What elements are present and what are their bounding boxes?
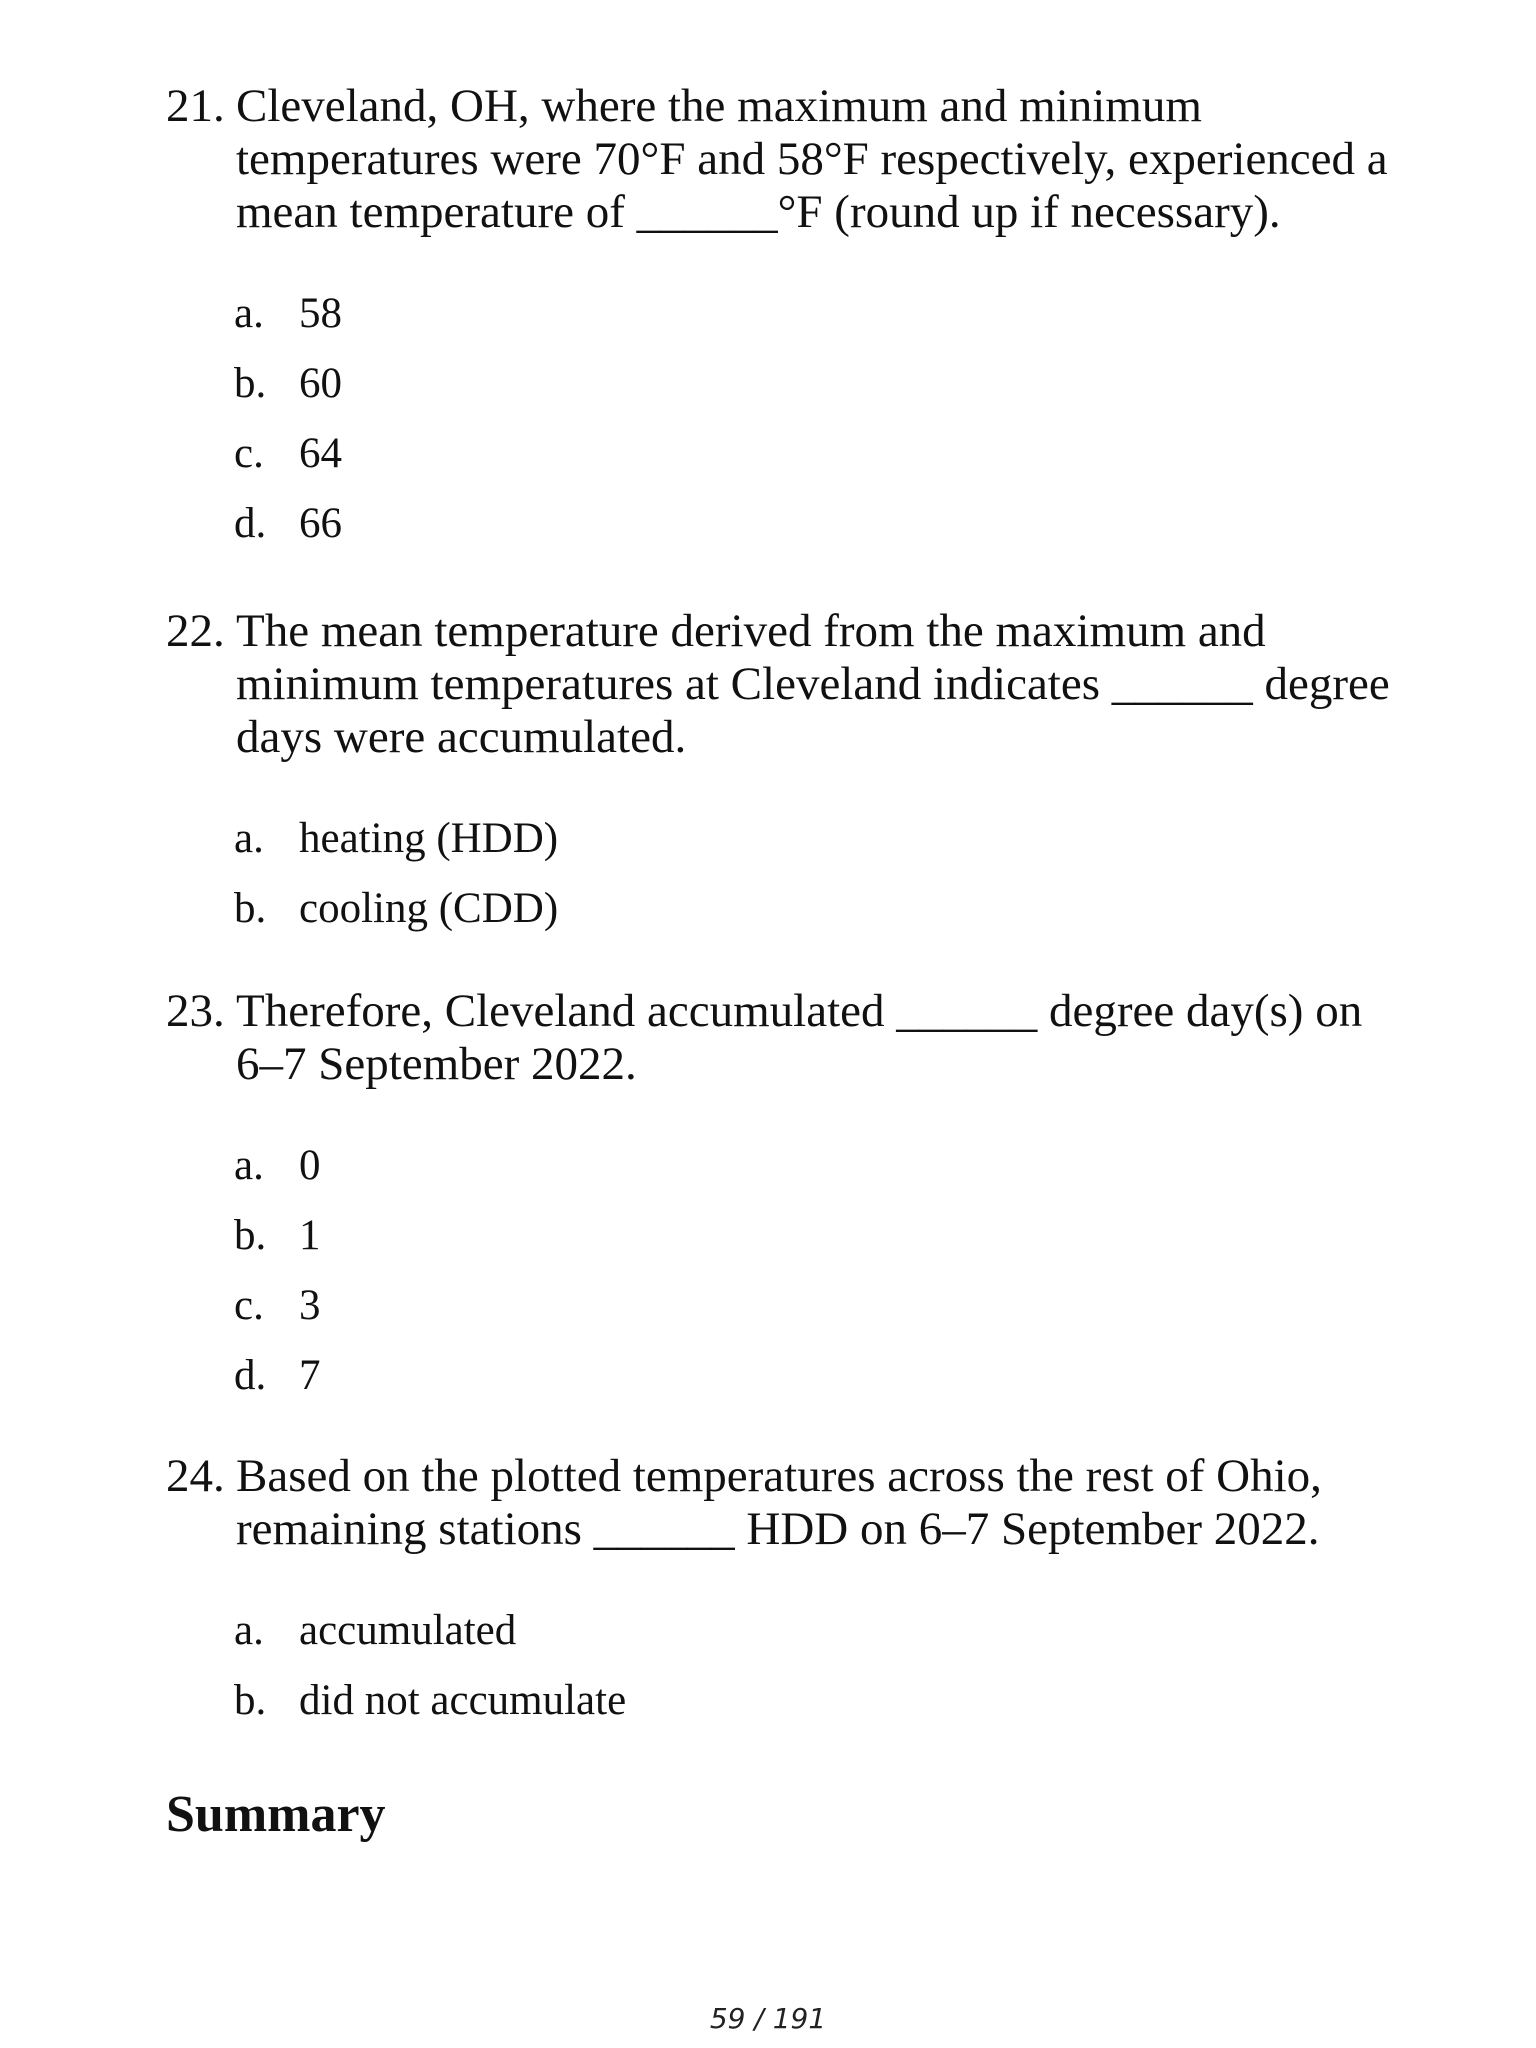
answer-choice[interactable] [234, 279, 1396, 349]
question-line: 6–7 September 2022. [236, 1038, 637, 1090]
choice-text: 7 [299, 1352, 321, 1399]
question-line: The mean temperature derived from the maximum and [236, 605, 1266, 657]
choice-text: heating (HDD) [299, 815, 559, 862]
question-line: days were accumulated. [236, 711, 687, 763]
question-number: 24. [166, 1450, 225, 1502]
choice-letter: a. [234, 1607, 264, 1654]
choice-text: 1 [299, 1212, 321, 1259]
question-line: mean temperature of ______°F (round up if necessary). [236, 186, 1281, 238]
answer-choice[interactable] [234, 1271, 1396, 1341]
answer-choice[interactable] [234, 804, 1396, 874]
choice-letter: b. [234, 1212, 267, 1259]
question-23 [166, 985, 1396, 1411]
choice-letter: d. [234, 1352, 267, 1399]
answer-choices [234, 1596, 1396, 1736]
choice-text: 0 [299, 1142, 321, 1189]
choice-letter: b. [234, 360, 267, 407]
question-line: Based on the plotted temperatures across the rest of Ohio, [236, 1450, 1322, 1502]
section-heading-summary: Summary [166, 1786, 386, 1843]
question-text [236, 80, 1396, 239]
page-indicator: 59 / 191 [709, 2002, 827, 2035]
answer-choice[interactable] [234, 1131, 1396, 1201]
choice-letter: b. [234, 885, 267, 932]
question-24 [166, 1450, 1396, 1736]
answer-choice[interactable] [234, 1596, 1396, 1666]
answer-choice[interactable] [234, 1341, 1396, 1411]
choice-text: did not accumulate [299, 1677, 627, 1724]
question-number: 23. [166, 985, 225, 1037]
question-line: Cleveland, OH, where the maximum and minimum [236, 80, 1202, 132]
question-line: remaining stations ______ HDD on 6–7 September 2022. [236, 1503, 1320, 1555]
question-number: 22. [166, 605, 225, 657]
question-22 [166, 605, 1396, 944]
choice-text: 3 [299, 1282, 321, 1329]
question-line: Therefore, Cleveland accumulated ______ degree day(s) on [236, 985, 1363, 1037]
choice-text: 64 [299, 430, 342, 477]
answer-choice[interactable] [234, 1666, 1396, 1736]
answer-choice[interactable] [234, 1201, 1396, 1271]
choice-text: accumulated [299, 1607, 517, 1654]
question-text [236, 1450, 1396, 1556]
answer-choice[interactable] [234, 489, 1396, 559]
answer-choice[interactable] [234, 874, 1396, 944]
question-stem [166, 80, 1396, 239]
choice-letter: a. [234, 290, 264, 337]
choice-text: cooling (CDD) [299, 885, 559, 932]
question-text [236, 985, 1396, 1091]
choice-letter: a. [234, 1142, 264, 1189]
question-line: minimum temperatures at Cleveland indicates ______ degree [236, 658, 1390, 710]
question-stem [166, 985, 1396, 1091]
answer-choices [234, 804, 1396, 944]
choice-letter: a. [234, 815, 264, 862]
answer-choice[interactable] [234, 349, 1396, 419]
question-stem [166, 1450, 1396, 1556]
question-21 [166, 80, 1396, 559]
choice-letter: d. [234, 500, 267, 547]
answer-choices [234, 1131, 1396, 1411]
question-text [236, 605, 1396, 764]
choice-letter: c. [234, 430, 264, 477]
question-number: 21. [166, 80, 225, 132]
choice-letter: b. [234, 1677, 267, 1724]
question-line: temperatures were 70°F and 58°F respectively, experienced a [236, 133, 1388, 185]
choice-text: 58 [299, 290, 342, 337]
choice-text: 60 [299, 360, 342, 407]
choice-text: 66 [299, 500, 342, 547]
choice-letter: c. [234, 1282, 264, 1329]
question-stem [166, 605, 1396, 764]
answer-choices [234, 279, 1396, 559]
answer-choice[interactable] [234, 419, 1396, 489]
